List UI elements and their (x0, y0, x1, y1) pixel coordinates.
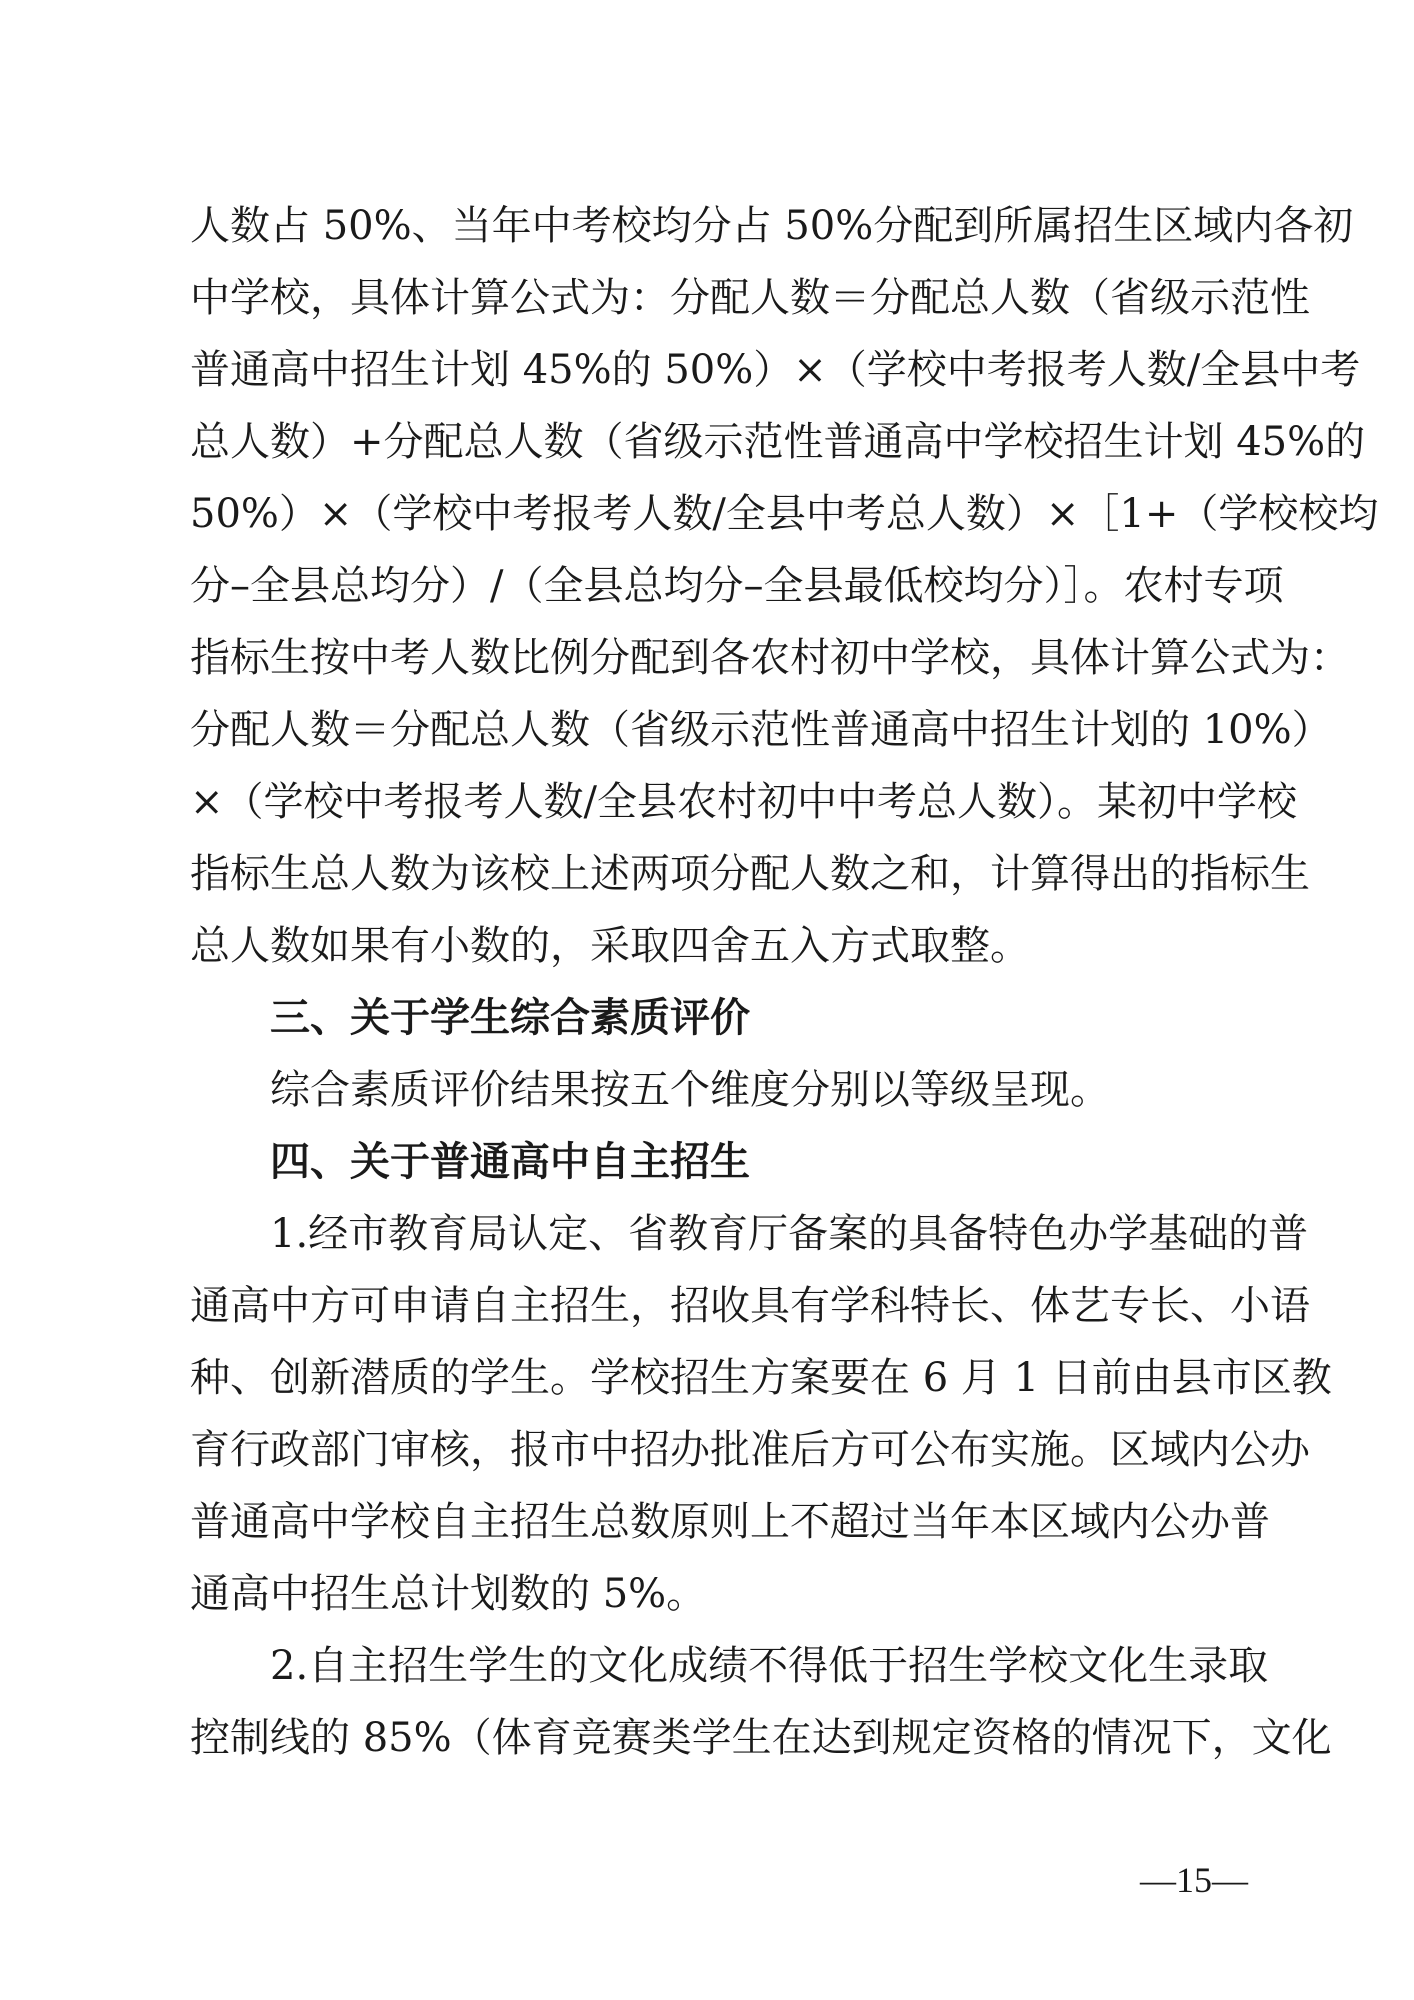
document-body (190, 190, 1379, 1774)
body-line: 50%）×（学校中考报考人数/全县中考总人数）×［1+（学校校均 (190, 491, 1379, 537)
body-line: 普通高中招生计划 45%的 50%）×（学校中考报考人数/全县中考 (190, 347, 1361, 393)
item-1-line: 普通高中学校自主招生总数原则上不超过当年本区域内公办普 (190, 1499, 1270, 1545)
body-line: 总人数如果有小数的，采取四舍五入方式取整。 (190, 923, 1030, 969)
item-2-line: 控制线的 85%（体育竞赛类学生在达到规定资格的情况下，文化 (190, 1715, 1332, 1761)
body-line: 指标生按中考人数比例分配到各农村初中学校，具体计算公式为： (190, 635, 1350, 681)
body-line: 总人数）+分配总人数（省级示范性普通高中学校招生计划 45%的 (190, 419, 1366, 465)
item-2-line: 2.自主招生学生的文化成绩不得低于招生学校文化生录取 (270, 1643, 1269, 1689)
body-line: 分–全县总均分）/（全县总均分–全县最低校均分）］。农村专项 (190, 563, 1284, 609)
section-heading-4: 四、关于普通高中自主招生 (270, 1139, 750, 1185)
item-1-line: 育行政部门审核，报市中招办批准后方可公布实施。区域内公办 (190, 1427, 1310, 1473)
page-number: —15— (1140, 1860, 1248, 1900)
body-line: 分配人数＝分配总人数（省级示范性普通高中招生计划的 10%） (190, 707, 1332, 753)
body-line: 中学校，具体计算公式为：分配人数＝分配总人数（省级示范性 (190, 275, 1310, 321)
item-1-line: 种、创新潜质的学生。学校招生方案要在 6 月 1 日前由县市区教 (190, 1355, 1332, 1401)
item-1-line: 1.经市教育局认定、省教育厅备案的具备特色办学基础的普 (270, 1211, 1309, 1257)
body-line: ×（学校中考报考人数/全县农村初中中考总人数）。某初中学校 (190, 779, 1297, 825)
section-heading-3: 三、关于学生综合素质评价 (270, 995, 750, 1041)
body-line: 人数占 50%、当年中考校均分占 50%分配到所属招生区域内各初 (190, 203, 1354, 249)
item-1-line: 通高中方可申请自主招生，招收具有学科特长、体艺专长、小语 (190, 1283, 1310, 1329)
section-3-paragraph: 综合素质评价结果按五个维度分别以等级呈现。 (270, 1067, 1110, 1113)
item-1-line: 通高中招生总计划数的 5%。 (190, 1571, 707, 1617)
body-line: 指标生总人数为该校上述两项分配人数之和，计算得出的指标生 (190, 851, 1310, 897)
